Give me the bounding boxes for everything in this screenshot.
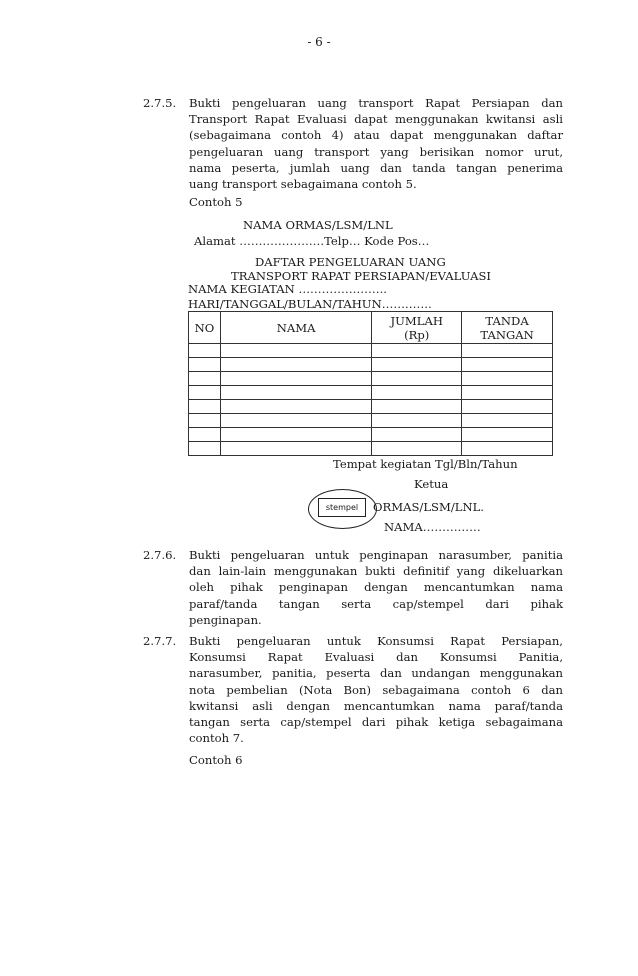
table-row: [189, 386, 553, 400]
section-body: [189, 95, 563, 210]
paragraph-line: (sebagaimana contoh 4) atau dapat menggunakan daftar: [189, 128, 563, 143]
paragraph-line: uang transport sebagaimana contoh 5.: [189, 177, 417, 192]
table-row: [189, 358, 553, 372]
paragraph-line: Bukti pengeluaran untuk penginapan narasumber, panitia: [189, 548, 563, 562]
paragraph-line: paraf/tanda tangan serta cap/stempel dari pihak: [189, 596, 563, 611]
section-body: [189, 633, 563, 769]
paragraph-line: dan lain-lain menggunakan bukti definitif yang dikeluarkan: [189, 564, 563, 579]
section-number: 2.7.6.: [143, 548, 177, 562]
section-body: [189, 547, 563, 628]
org-signature-line: ORMAS/LSM/LNL.: [373, 500, 484, 514]
header-jumlah: [372, 312, 462, 344]
header-nama: NAMA: [220, 312, 371, 344]
table-row: [189, 442, 553, 456]
paragraph-line: kwitansi asli dengan mencantumkan nama paraf/tanda: [189, 698, 563, 713]
header-no: NO: [189, 312, 221, 344]
paragraph-line: penginapan.: [189, 612, 262, 627]
example-label: Contoh 6: [189, 753, 243, 768]
transport-expense-table: [188, 311, 553, 456]
paragraph-line: tangan serta cap/stempel dari pihak ketiga sebagaimana: [189, 715, 563, 730]
paragraph-line: contoh 7.: [189, 731, 244, 746]
header-jumlah-text: JUMLAH (Rp): [390, 313, 443, 342]
paragraph-line: Transport Rapat Evaluasi dapat menggunakan kwitansi asli: [189, 112, 563, 127]
paragraph-line: pengeluaran uang transport yang berisikan nomor urut,: [189, 144, 563, 159]
activity-name-line: NAMA KEGIATAN …………………..: [188, 282, 387, 296]
paragraph-line: Bukti pengeluaran uang transport Rapat Persiapan dan: [189, 96, 563, 110]
stamp-box: stempel: [318, 498, 366, 517]
place-date-line: Tempat kegiatan Tgl/Bln/Tahun: [333, 457, 518, 471]
address-line: Alamat ………………….Telp… Kode Pos…: [194, 234, 430, 248]
paragraph-line: oleh pihak penginapan dengan mencantumkan nama: [189, 580, 563, 595]
paragraph-line: narasumber, panitia, peserta dan undangan menggunakan: [189, 666, 563, 681]
table-row: [189, 414, 553, 428]
paragraph-line: nama peserta, jumlah uang dan tanda tangan penerima: [189, 160, 563, 175]
table-row: [189, 344, 553, 358]
table-row: [189, 400, 553, 414]
paragraph-line: Bukti pengeluaran untuk Konsumsi Rapat Persiapan,: [189, 634, 563, 648]
chair-label: Ketua: [414, 477, 449, 491]
section-number: 2.7.7.: [143, 634, 177, 648]
paragraph-line: Konsumsi Rapat Evaluasi dan Konsumsi Panitia,: [189, 650, 563, 665]
paragraph-line: nota pembelian (Nota Bon) sebagaimana contoh 6 dan: [189, 682, 563, 697]
example-label: Contoh 5: [189, 195, 243, 210]
header-tanda-tangan: [462, 312, 553, 344]
section-number: 2.7.5.: [143, 96, 177, 110]
table-row: [189, 372, 553, 386]
page-number: - 6 -: [307, 35, 331, 49]
list-title-line-1: DAFTAR PENGELUARAN UANG: [255, 255, 446, 269]
header-tanda-tangan-text: TANDA TANGAN: [480, 313, 534, 342]
name-line: NAMA……………: [384, 520, 481, 534]
org-title: NAMA ORMAS/LSM/LNL: [243, 218, 393, 232]
date-line: HARI/TANGGAL/BULAN/TAHUN………….: [188, 297, 432, 311]
table-row: [189, 428, 553, 442]
list-title-line-2: TRANSPORT RAPAT PERSIAPAN/EVALUASI: [231, 269, 492, 283]
table-header-row: [189, 312, 553, 344]
